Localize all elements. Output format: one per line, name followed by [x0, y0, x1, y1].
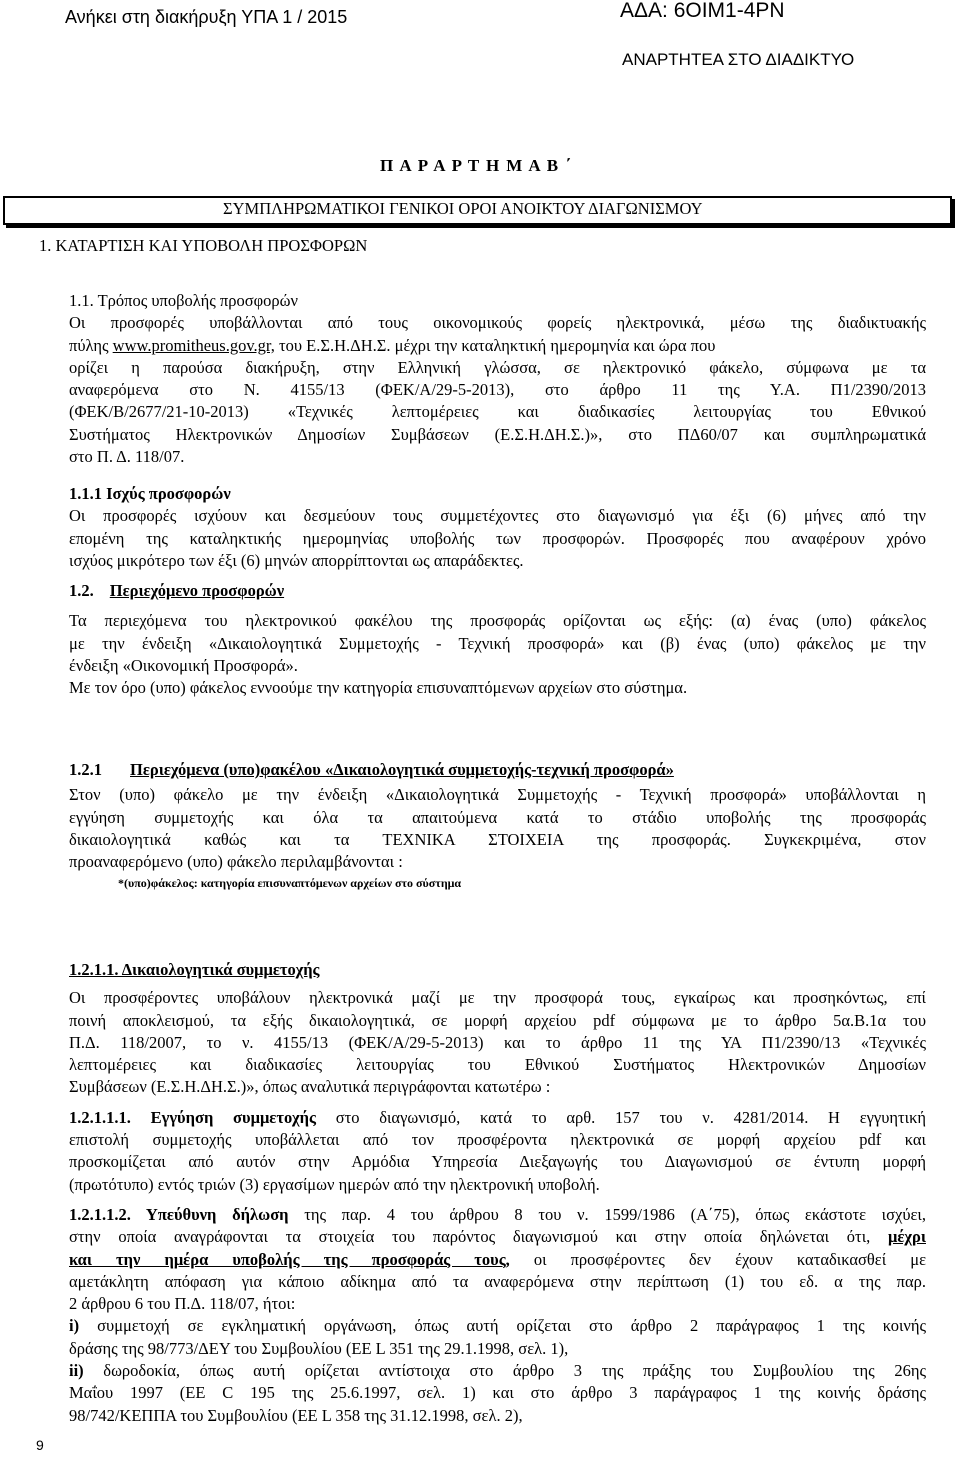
- item-label: i): [69, 1316, 80, 1336]
- paragraph-line: προσκομίζεται από αυτόν στην Αρμόδια Υπηρεσία Διεξαγωγής του Διαγωνισμού σε έντυπη μορφή: [69, 1152, 926, 1172]
- paragraph-line: Μαΐου 1997 (ΕΕ C 195 της 25.6.1997, σελ. 1) και στο άρθρο 3 παράγραφος 1 της κοινής δράσης: [69, 1383, 926, 1403]
- section-1-2-1-1: [69, 959, 926, 1427]
- declaration-text: της παρ. 4 του άρθρου 8 του ν. 1599/1986 (Α΄75), όπως εκάστοτε ισχύει,: [304, 1204, 926, 1224]
- paragraph-text: οι προσφέροντες δεν έχουν καταδικασθεί με: [533, 1249, 926, 1269]
- paragraph-line: ένδειξη «Οικονομική Προσφορά».: [69, 655, 298, 675]
- paragraph-line: [69, 335, 926, 357]
- section-1-2-1: [69, 759, 926, 873]
- paragraph-line: Στον (υπο) φάκελο με την ένδειξη «Δικαιολογητικά Συμμετοχής - Τεχνική προσφορά» υποβάλλονται η: [69, 785, 926, 805]
- declaration-heading: 1.2.1.1.2. Υπεύθυνη δήλωση: [69, 1204, 289, 1224]
- guarantee-heading: 1.2.1.1.1. Εγγύηση συμμετοχής: [69, 1107, 316, 1127]
- item-label: ii): [69, 1361, 84, 1381]
- header-posting-note: ΑΝΑΡΤΗΤΕΑ ΣΤΟ ΔΙΑΔΙΚΤΥΟ: [622, 50, 855, 69]
- list-item-ii: [69, 1360, 926, 1382]
- paragraph-line: [69, 1249, 926, 1271]
- section-1-heading: 1. ΚΑΤΑΡΤΙΣΗ ΚΑΙ ΥΠΟΒΟΛΗ ΠΡΟΣΦΟΡΩΝ: [39, 236, 368, 255]
- list-item-i: [69, 1315, 926, 1337]
- paragraph-line: Με τον όρο (υπο) φάκελος εννοούμε την κατηγορία επισυναπτόμενων αρχείων στο σύστημα.: [69, 678, 688, 698]
- section-1-1-1: [69, 483, 926, 572]
- paragraph-line: αμετάκλητη απόφαση για κάποιο αδίκημα από τα αναφερόμενα στην περίπτωση (1) του εδ. α της παρ.: [69, 1271, 926, 1291]
- paragraph-line: προαναφερόμενο (υπο) φάκελο περιλαμβάνονται :: [69, 852, 403, 872]
- paragraph-line: επιστολή συμμετοχής υποβάλλεται από τον προσφέροντα ηλεκτρονικά σε μορφή αρχείου pdf και: [69, 1130, 926, 1150]
- section-1-1: [69, 290, 926, 468]
- paragraph-text: στην οποία αναγράφονται τα στοιχεία του παρόντος διαγωνισμού και στην οποία δηλώνεται ότι,: [69, 1227, 871, 1247]
- paragraph-line: Οι προσφέροντες υποβάλουν ηλεκτρονικά μαζί με την προσφορά τους, εγκαίρως και προσηκόντως, επί: [69, 988, 926, 1008]
- guarantee-text: στο διαγωνισμό, κατά το αρθ. 157 του ν. 4281/2014. Η εγγυητική: [335, 1107, 927, 1127]
- declaration-line: [69, 1204, 926, 1226]
- paragraph-line: [69, 1226, 926, 1248]
- heading-text: Περιεχόμενα (υπο)φακέλου «Δικαιολογητικά συμμετοχής-τεχνική προσφορά»: [130, 760, 674, 779]
- paragraph-text: του Ε.Σ.Η.ΔΗ.Σ. μέχρι την καταληκτική ημερομηνία και ώρα που: [278, 335, 716, 355]
- paragraph-line: λεπτομέρειες και διαδικασίες λειτουργίας του Εθνικού Συστήματος Ηλεκτρονικών Δημοσίων: [69, 1055, 926, 1075]
- section-1-1-heading: 1.1. Τρόπος υποβολής προσφορών: [69, 291, 298, 310]
- item-text: συμμετοχή σε εγκληματική οργάνωση, όπως αυτή ορίζεται στο άρθρο 2 παράγραφος 1 της κοινής: [97, 1316, 927, 1336]
- paragraph-line: αναφερόμενα στο Ν. 4155/13 (ΦΕΚ/Α/29-5-2013), στο άρθρο 11 της Υ.Α. Π1/2390/2013: [69, 380, 926, 400]
- paragraph-line: δικαιολογητικά καθώς και τα ΤΕΧΝΙΚΑ ΣΤΟΙΧΕΙΑ της προσφοράς. Συγκεκριμένα, στον: [69, 829, 926, 849]
- paragraph-line: ορίζει η παρούσα διακήρυξη, στην Ελληνική γλώσσα, σε ηλεκτρονικό φάκελο, σύμφωνα με τα: [69, 357, 926, 377]
- header-classification: Ανήκει στη διακήρυξη ΥΠΑ 1 / 2015: [65, 7, 348, 27]
- general-terms-box: [3, 196, 952, 225]
- paragraph-line: Οι προσφορές ισχύουν και δεσμεύουν τους συμμετέχοντες στο διαγωνισμό για έξι (6) μήνες από την: [69, 506, 926, 526]
- heading-text: Περιεχόμενο προσφορών: [109, 581, 285, 600]
- paragraph-line: (ΦΕΚ/Β/2677/21-10-2013) «Τεχνικές λεπτομέρειες και διαδικασίες λειτουργίας του Εθνικού: [69, 402, 926, 422]
- header-ada-code: ΑΔΑ: 6ΟΙΜ1-4ΡΝ: [620, 0, 785, 22]
- paragraph-line: εγγύηση συμμετοχής και όλα τα απαιτούμενα κατά το στάδιο υποβολής της προσφοράς: [69, 807, 926, 827]
- paragraph-line: επομένη της καταληκτικής ημερομηνίας υποβολής των προσφορών. Προσφορές που αναφέρουν χρόνο: [69, 528, 926, 548]
- item-text: δωροδοκία, όπως αυτή ορίζεται αντίστοιχα στο άρθρο 3 της πράξης του Συμβουλίου της 26ης: [103, 1361, 926, 1381]
- paragraph-line: Τα περιεχόμενα του ηλεκτρονικού φακέλου της προσφοράς ορίζονται ως εξής: (α) ένας (υπο) φάκελος: [69, 611, 926, 631]
- section-1-1-1-heading: 1.1.1 Ισχύς προσφορών: [69, 484, 231, 503]
- section-1-2-1-heading: [69, 759, 926, 781]
- section-1-2-1-1-heading: 1.2.1.1. Δικαιολογητικά συμμετοχής: [69, 960, 320, 979]
- paragraph-line: στο Π. Δ. 118/07.: [69, 447, 185, 467]
- paragraph-line: (πρωτότυπο) εντός τριών (3) εργασίμων ημερών από την ηλεκτρονική υποβολή.: [69, 1174, 600, 1194]
- paragraph-line: Συμβάσεων (Ε.Σ.Η.ΔΗ.Σ.)», όπως αναλυτικά περιγράφονται κατωτέρω :: [69, 1077, 551, 1097]
- annex-title: Π Α Ρ Α Ρ Τ Η Μ Α Β ΄: [380, 156, 573, 175]
- paragraph-line: δράσης της 98/773/ΔΕΥ του Συμβουλίου (ΕΕ L 351 της 29.1.1998, σελ. 1),: [69, 1338, 569, 1358]
- paragraph-line: ισχύος μικρότερο των έξι (6) μηνών απορρίπτονται ως απαράδεκτες.: [69, 550, 524, 570]
- paragraph-line: 98/742/ΚΕΠΠΑ του Συμβουλίου (ΕΕ L 358 της 31.12.1998, σελ. 2),: [69, 1405, 523, 1425]
- emphasis-text: μέχρι: [888, 1227, 926, 1247]
- portal-link[interactable]: www.promitheus.gov.gr,: [112, 335, 275, 355]
- guarantee-line: [69, 1107, 926, 1129]
- paragraph-line: Συστήματος Ηλεκτρονικών Δημοσίων Συμβάσεων (Ε.Σ.Η.ΔΗ.Σ.)», στο ΠΔ60/07 και συμπληρωματικά: [69, 424, 926, 444]
- paragraph-line: με την ένδειξη «Δικαιολογητικά Συμμετοχής - Τεχνική προσφορά» και (β) ένας (υπο) φάκελος με την: [69, 633, 926, 653]
- paragraph-line: Π.Δ. 118/2007, το ν. 4155/13 (ΦΕΚ/Α/29-5-2013) και το άρθρο 11 της ΥΑ Π1/2390/13 «Τεχνικές: [69, 1032, 926, 1052]
- section-1-2-heading: [69, 580, 926, 602]
- general-terms-title: ΣΥΜΠΛΗΡΩΜΑΤΙΚΟΙ ΓΕΝΙΚΟΙ ΟΡΟΙ ΑΝΟΙΚΤΟΥ ΔΙΑΓΩΝΙΣΜΟΥ: [223, 199, 703, 218]
- paragraph-line: ποινή αποκλεισμού, τα εξής δικαιολογητικά, σε μορφή αρχείου pdf σύμφωνα με το άρθρο 5α.Β.1α του: [69, 1010, 926, 1030]
- attachment-note: *(υπο)φάκελος: κατηγορία επισυναπτόμενων αρχείων στο σύστημα: [118, 876, 462, 890]
- portal-prefix: πύλης: [69, 335, 109, 355]
- emphasis-text: και την ημέρα υποβολής της προσφοράς τους,: [69, 1249, 510, 1269]
- page-number: 9: [36, 1437, 44, 1453]
- heading-number: 1.2.1: [69, 760, 102, 779]
- section-1-2: [69, 580, 926, 699]
- heading-number: 1.2.: [69, 581, 94, 600]
- paragraph-line: Οι προσφορές υποβάλλονται από τους οικονομικούς φορείς ηλεκτρονικά, μέσω της διαδικτυακής: [69, 313, 926, 333]
- paragraph-line: 2 άρθρου 6 του Π.Δ. 118/07, ήτοι:: [69, 1294, 296, 1314]
